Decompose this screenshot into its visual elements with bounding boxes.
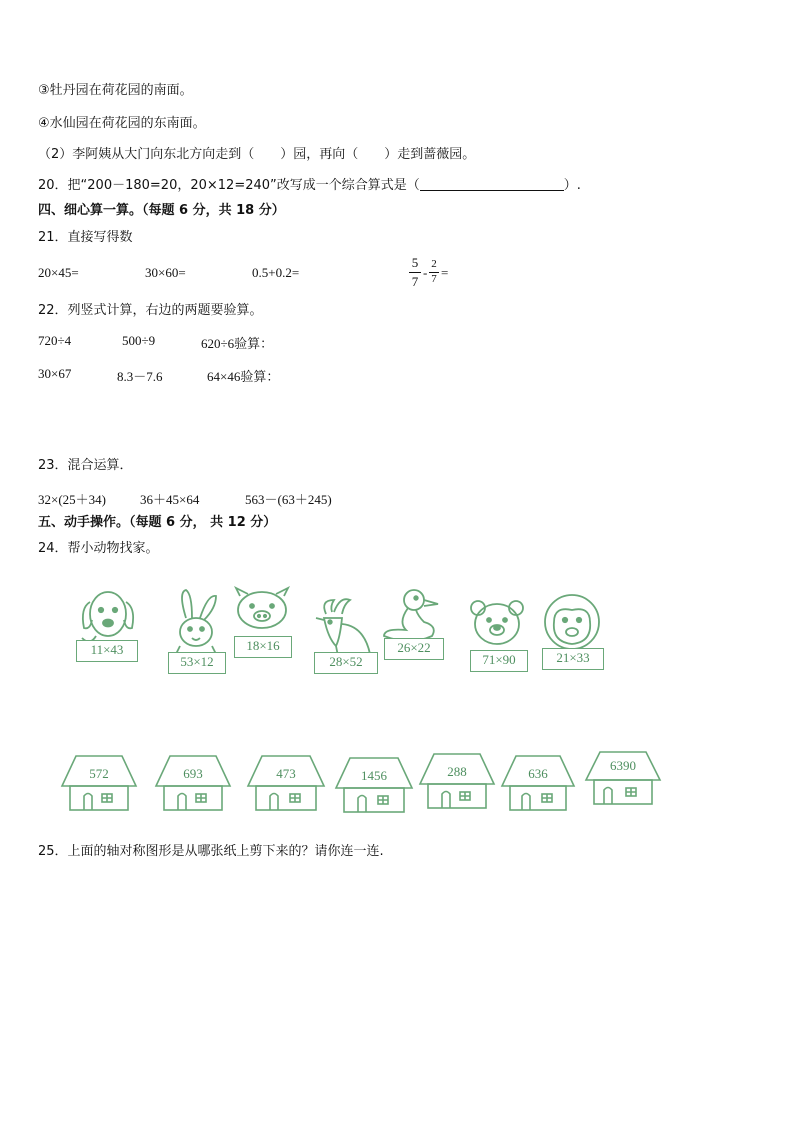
animal-dog[interactable] (74, 586, 140, 668)
house-number: 6390 (610, 758, 636, 773)
animal-sign: 53×12 (168, 652, 226, 674)
house-number: 636 (528, 766, 548, 781)
q21-item-2: 30×60= (145, 265, 186, 280)
q22-item-5: 8.3－7.6 (117, 369, 163, 384)
question-24: 24．帮小动物找家。 (38, 541, 159, 556)
fraction-a-numerator: 5 (411, 255, 419, 270)
q21-item-3: 0.5+0.2= (252, 265, 300, 280)
house-icon (60, 754, 138, 812)
q23-item-2: 36＋45×64 (140, 492, 200, 507)
question-23: 23．混合运算． (38, 458, 133, 473)
animal-goat[interactable] (306, 594, 376, 678)
animal-sign: 21×33 (542, 648, 604, 670)
house-number: 693 (183, 766, 203, 781)
house-4[interactable] (334, 756, 414, 814)
animal-sign: 11×43 (76, 640, 138, 662)
fraction-b-denominator: 7 (431, 273, 437, 285)
section-5-heading: 五、动手操作。（每题 6 分， 共 12 分） (38, 515, 277, 530)
answer-blank[interactable] (420, 177, 564, 191)
house-icon (418, 752, 496, 810)
question-25: 25．上面的轴对称图形是从哪张纸上剪下来的？请你连一连. (38, 844, 384, 859)
animal-monkey[interactable] (536, 592, 612, 672)
fraction-b-numerator: 2 (431, 258, 437, 270)
q23-item-1: 32×(25＋34) (38, 492, 106, 507)
house-7[interactable] (584, 750, 662, 806)
animal-sign: 28×52 (314, 652, 378, 674)
house-icon (334, 756, 414, 814)
house-3[interactable] (246, 754, 326, 812)
animal-bear[interactable] (466, 598, 528, 672)
q21-fraction-expression (408, 255, 468, 291)
house-icon (500, 754, 576, 812)
q2-text-2: ）园，再向（ (280, 147, 359, 162)
house-5[interactable] (418, 752, 496, 810)
section-4-heading: 四、细心算一算。（每题 6 分，共 18 分） (38, 203, 285, 218)
question-20 (38, 177, 581, 195)
house-2[interactable] (154, 754, 232, 812)
fraction-a-denominator: 7 (411, 274, 419, 289)
animal-sign: 18×16 (234, 636, 292, 658)
animal-pig[interactable] (232, 586, 292, 660)
q21-item-1: 20×45= (38, 265, 79, 280)
fraction-equals: = (441, 265, 449, 280)
house-number: 473 (276, 766, 296, 781)
house-number: 1456 (361, 768, 387, 783)
fraction-operator: - (423, 265, 428, 280)
house-6[interactable] (500, 754, 576, 812)
question-22: 22．列竖式计算，右边的两题要验算。 (38, 303, 263, 318)
question-2-part-2 (38, 146, 475, 164)
house-number: 288 (447, 764, 467, 779)
q20-text: 20．把“200－180=20，20×12=240”改写成一个综合算式是（ (38, 178, 420, 193)
question-21: 21．直接写得数 (38, 230, 133, 245)
animal-sign: 26×22 (384, 638, 444, 660)
q22-item-3: 620÷6验算： (201, 336, 274, 351)
animal-duck[interactable] (380, 586, 446, 662)
animal-sign: 71×90 (470, 650, 528, 672)
animal-rabbit[interactable] (164, 588, 226, 672)
q22-item-1: 720÷4 (38, 333, 72, 348)
q2-text-1: （2）李阿姨从大门向东北方向走到（ (38, 147, 255, 162)
house-icon (246, 754, 326, 812)
house-1[interactable] (60, 754, 138, 812)
house-number: 572 (89, 766, 109, 781)
q2-text-3: ）走到蔷薇园。 (384, 147, 476, 162)
item-q4: ④水仙园在荷花园的东南面。 (38, 116, 206, 131)
q22-item-6: 64×46验算： (207, 369, 280, 384)
q23-item-3: 563－(63＋245) (245, 492, 332, 507)
q22-item-2: 500÷9 (122, 333, 156, 348)
q22-item-4: 30×67 (38, 366, 72, 381)
item-q3: ③牡丹园在荷花园的南面。 (38, 83, 193, 98)
house-icon (154, 754, 232, 812)
q20-close: ）. (563, 178, 581, 193)
